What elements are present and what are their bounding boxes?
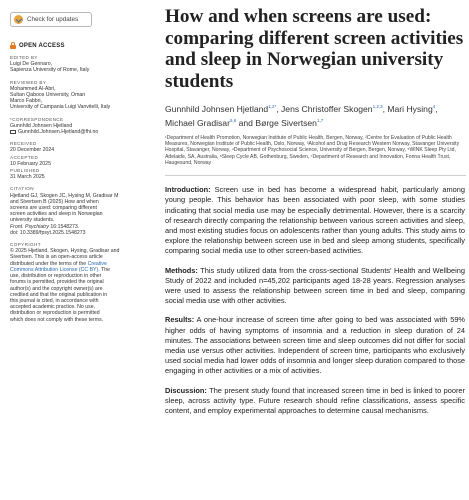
- citation-line: Hjetland GJ, Skogen JC, Hysing M, Gradisar M: [10, 192, 119, 199]
- copyright-line: © 2025 Hjetland, Skogen, Hysing, Gradisar and: [10, 248, 120, 255]
- edited-by-heading: EDITED BY: [10, 55, 38, 60]
- license-link[interactable]: Creative: [87, 260, 107, 267]
- abstract-methods: [165, 266, 465, 307]
- open-access-badge: [10, 42, 134, 49]
- author-affil-mark: 4: [432, 104, 436, 109]
- citation-doi[interactable]: doi: 10.3389/fpsyt.2025.1548273: [10, 229, 86, 236]
- check-for-updates-button[interactable]: [10, 12, 92, 27]
- published-date: 31 March 2025: [10, 174, 45, 181]
- copyright-line: Sivertsen. This is an open-access article: [10, 254, 103, 261]
- author-affil-mark: 1,2*: [268, 104, 277, 109]
- discussion-text: The present study found that increased screen time in bed is linked to poorer sleep, across activity type. Future research should refine classifications, assess specific content, and employ experimental approaches to determine causal mechanisms.: [165, 385, 465, 416]
- discussion-heading: Discussion:: [165, 385, 207, 395]
- published-heading: PUBLISHED: [10, 168, 40, 174]
- article-meta: [10, 55, 134, 323]
- reviewer-name: Marco Fabbri,: [10, 98, 42, 105]
- copyright-line: this journal is cited, in accordance with: [10, 297, 99, 304]
- copyright-line: use, distribution or reproduction in other: [10, 273, 102, 280]
- reviewer-affiliation: University of Campania Luigi Vanvitelli, Italy: [10, 104, 111, 111]
- citation-line: university students.: [10, 217, 55, 224]
- citation-line: screen activities and sleep in Norwegian: [10, 211, 103, 218]
- results-heading: Results:: [165, 315, 195, 325]
- received-date: 20 December 2024: [10, 147, 55, 154]
- correspondence-email[interactable]: [10, 129, 134, 135]
- article-title: How and when screens are used: comparing different screen activities and sleep in Norwegian university students: [165, 6, 464, 92]
- check-updates-icon: [14, 15, 23, 24]
- introduction-heading: Introduction:: [165, 185, 211, 195]
- abstract-discussion: [165, 386, 465, 417]
- accepted-date: 10 February 2025: [10, 160, 51, 167]
- author-name[interactable]: Børge Sivertsen: [255, 118, 317, 129]
- citation-volume: 16:1548273.: [48, 223, 80, 230]
- copyright-line: which does not comply with these terms.: [10, 316, 104, 323]
- open-access-label: OPEN ACCESS: [19, 42, 65, 49]
- citation-line: and Sivertsen B (2025) How and when: [10, 198, 99, 205]
- results-text: A one-hour increase of screen time after going to bed was associated with 59% higher odds of having symptoms of insomnia and a reduction in sleep duration of 24 minutes. The associations between screen time and sleep outcomes did not differ for social media use versus other activities. Independent of screen time, participants who exclusively used social media had lower odds of insomnia and longer sleep duration compared to those engaging in other activities or a mix of activities.: [165, 315, 465, 376]
- author-affil-mark: 5,6: [229, 118, 237, 124]
- copyright-line: credited and that the original publication in: [10, 291, 108, 298]
- citation-heading: CITATION: [10, 186, 34, 192]
- abstract-introduction: [165, 185, 465, 256]
- author-name[interactable]: Jens Christoffer Skogen: [281, 103, 373, 114]
- envelope-icon: [10, 130, 16, 134]
- copyright-line: distribution or reproduction is permitted: [10, 310, 100, 317]
- author-affil-mark: 1,2,3: [372, 104, 383, 109]
- author-affil-mark: 1,7: [316, 118, 324, 124]
- affiliations: ¹Department of Health Promotion, Norwegian Institute of Public Health, Bergen, Norway, ²Centre for Evaluation of Public Health Measures, Norwegian Institute of Public Health, Oslo, Norway, ³Alcohol and Drug Research Western Norway, Stavanger University Hospital, Stavanger, Norway, ⁴Department of Psychosocial Science, University of Bergen, Bergen, Norway, ⁵WINK Sleep Pty Ltd, Adelaide, SA, Australia, ⁶Sleep Cycle AB, Gothenburg, Sweden, ⁷Department of Research and Innovation, Fonna Health Trust, Haugesund, Norway: [165, 134, 460, 166]
- correspondence-heading: *CORRESPONDENCE: [10, 116, 64, 122]
- article-main: [165, 6, 465, 416]
- abstract-results: [165, 315, 465, 376]
- copyright-line: forums is permitted, provided the original: [10, 279, 104, 286]
- copyright-line: author(s) and the copyright owner(s) are: [10, 285, 103, 292]
- open-lock-icon: [10, 42, 16, 49]
- introduction-text: Screen use in bed has become a widespread habit, particularly among young people. This behavior has been associated with poor sleep, with some studies indicating that social media use may be especially detrimental. However, there is a scarcity of research directly comparing the relationship between various screen activities and sleep, and most existing studies focus on adolescents rather than young adults. This study aims to explore the relationship between screen use in bed and sleep among students, specifically comparing social media use to other screen-based activities.: [165, 185, 465, 256]
- editor-name: Luigi De Gennaro,: [10, 61, 53, 68]
- copyright-heading: COPYRIGHT: [10, 242, 41, 248]
- editor-affiliation: Sapienza University of Rome, Italy: [10, 67, 90, 74]
- citation-journal: Front. Psychiatry: [10, 223, 49, 230]
- author-name[interactable]: Michael Gradisar: [165, 118, 230, 129]
- reviewed-by-heading: REVIEWED BY: [10, 79, 47, 85]
- citation-line: screens are used: comparing different: [10, 205, 97, 212]
- methods-text: This study utilized data from the cross-sectional Students' Health and Wellbeing Study of 2022 and included n=45,202 participants aged 18-28 years. Regression analyses were used to assess the relationship between screen time in bed and sleep, comparing social media use with other activities.: [165, 265, 465, 306]
- author-name[interactable]: Mari Hysing: [387, 103, 433, 114]
- correspondence-name: Gunnhild Johnsen Hjetland: [10, 122, 73, 129]
- copyright-text: The: [99, 266, 110, 273]
- author-list: Gunnhild Johnsen Hjetland$^{1,2*}$, Jens Christoffer Skogen$^{1,2,3}$, Mari Hysing$^4$, Michael Gradisar$^{5,6}$ and Børge Sivertsen$^{1,7}$: [165, 103, 438, 129]
- accepted-heading: ACCEPTED: [10, 154, 39, 160]
- article-sidebar: [6, 12, 134, 323]
- check-updates-label: Check for updates: [27, 16, 79, 23]
- author-name[interactable]: Gunnhild Johnsen Hjetland: [165, 103, 269, 114]
- copyright-text: distributed under the terms of the: [10, 260, 88, 267]
- divider: [165, 175, 466, 176]
- methods-heading: Methods:: [165, 265, 198, 275]
- email-link[interactable]: Gunnhild.Johnsen.Hjetland@fhi.no: [18, 129, 99, 136]
- copyright-line: accepted academic practice. No use,: [10, 304, 96, 311]
- reviewer-affiliation: Sultan Qaboos University, Oman: [10, 92, 86, 99]
- received-heading: RECEIVED: [10, 141, 37, 147]
- reviewer-name: Mohammed Al-Abri,: [10, 85, 56, 92]
- license-link[interactable]: Commons Attribution License (CC BY).: [10, 266, 100, 273]
